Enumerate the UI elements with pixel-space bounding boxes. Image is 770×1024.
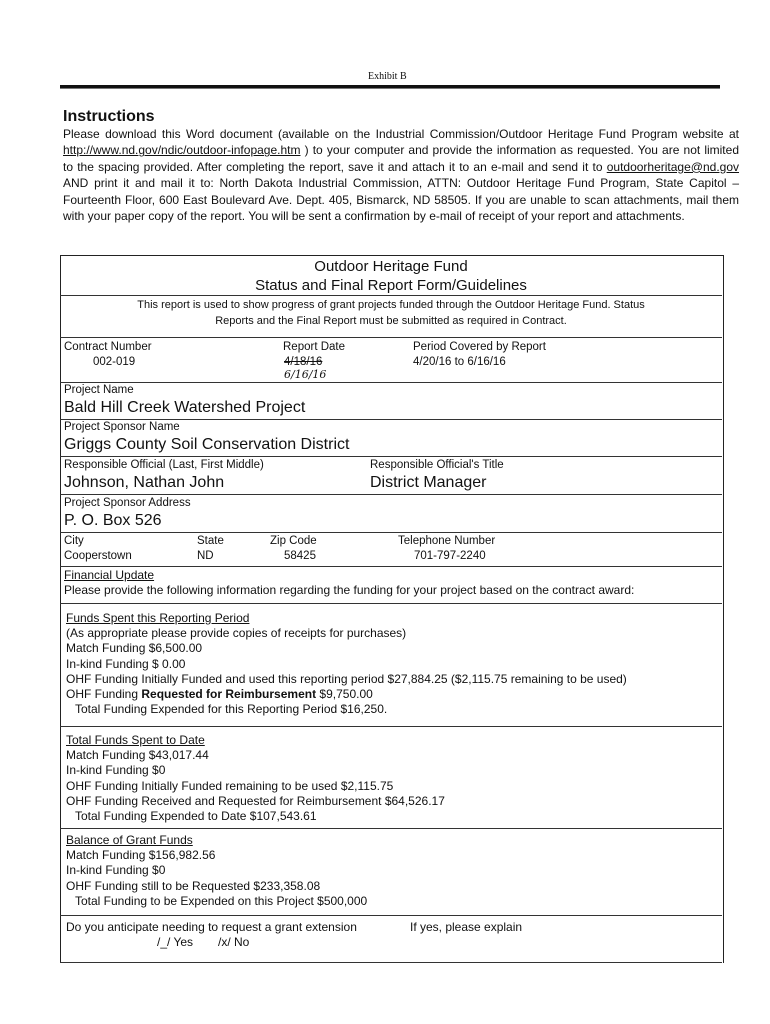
sponsor-name-value: Griggs County Soil Conservation District bbox=[64, 436, 350, 453]
extension-explain: If yes, please explain bbox=[410, 920, 523, 934]
divider bbox=[60, 419, 722, 420]
form-subtitle: Status and Final Report Form/Guidelines bbox=[255, 277, 527, 294]
period-note: (As appropriate please provide copies of receipts for purchases) bbox=[66, 626, 407, 641]
official-title-label: Responsible Official's Title bbox=[370, 459, 504, 471]
program-website-link[interactable]: http://www.nd.gov/ndic/outdoor-infopage.htm bbox=[63, 143, 301, 158]
divider bbox=[60, 532, 722, 533]
zip-value: 58425 bbox=[284, 550, 316, 562]
period-total: Total Funding Expended for this Reporting Period $16,250. bbox=[75, 702, 388, 717]
divider bbox=[60, 295, 722, 296]
balance-inkind: In-kind Funding $0 bbox=[66, 863, 166, 878]
form-intro-line2: Reports and the Final Report must be submitted as required in Contract. bbox=[215, 315, 567, 327]
financial-heading: Financial Update bbox=[64, 568, 155, 582]
to-date-inkind: In-kind Funding $0 bbox=[66, 763, 166, 778]
divider bbox=[60, 726, 722, 727]
instructions-heading: Instructions bbox=[63, 108, 155, 125]
zip-label: Zip Code bbox=[270, 535, 317, 547]
divider bbox=[60, 603, 722, 604]
extension-yes-option[interactable]: /_/ Yes bbox=[157, 935, 194, 949]
report-date-handwritten: 6/16/16 bbox=[284, 368, 327, 381]
project-name-label: Project Name bbox=[64, 384, 134, 396]
to-date-ohf-initial: OHF Funding Initially Funded remaining to be used $2,115.75 bbox=[66, 778, 394, 793]
phone-value: 701-797-2240 bbox=[414, 550, 486, 562]
divider bbox=[60, 566, 722, 567]
email-link[interactable]: outdoorheritage@nd.gov bbox=[606, 159, 739, 174]
extension-question: Do you anticipate needing to request a grant extension bbox=[66, 920, 357, 934]
form-intro-line1: This report is used to show progress of grant projects funded through the Outdoor Heritage Fund. Status bbox=[137, 299, 645, 311]
city-value: Cooperstown bbox=[64, 550, 132, 562]
divider bbox=[60, 456, 722, 457]
balance-ohf: OHF Funding still to be Requested $233,358.08 bbox=[66, 878, 321, 893]
instructions-text: Please download this Word document (available on the Industrial Commission/Outdoor Heritage Fund Program website at http://www.nd.gov/ndic/outdoor-infopage.htm ) to your computer and provide the information as requested. You are not limited to the spacing provided. After completing the report, save it and attach it to an e-mail and send it to outdoorheritage@nd.gov AND print it and mail it to: North Dakota Industrial Commission, ATTN: Outdoor Heritage Fund Program, State Capitol – Fourteenth Floor, 600 East Boulevard Ave. Dept. 405, Bismarck, ND 58505. If you are unable to scan attachments, mail them with your paper copy of the report. You will be sent a confirmation by e-mail of receipt of your report and attachments. bbox=[63, 127, 739, 224]
to-date-total: Total Funding Expended to Date $107,543.61 bbox=[75, 809, 317, 824]
report-date-label: Report Date bbox=[283, 341, 346, 353]
to-date-ohf-received: OHF Funding Received and Requested for Reimbursement $64,526.17 bbox=[66, 793, 445, 808]
phone-label: Telephone Number bbox=[398, 535, 496, 547]
state-label: State bbox=[197, 535, 224, 547]
balance-total: Total Funding to be Expended on this Project $500,000 bbox=[75, 893, 368, 908]
form-bottom-rule bbox=[60, 962, 722, 963]
contract-number-value: 002-019 bbox=[93, 356, 136, 368]
project-name-value: Bald Hill Creek Watershed Project bbox=[64, 399, 306, 416]
divider bbox=[60, 828, 722, 829]
to-date-section bbox=[66, 733, 720, 824]
official-title-value: District Manager bbox=[370, 474, 487, 491]
official-value: Johnson, Nathan John bbox=[64, 474, 225, 491]
address-value: P. O. Box 526 bbox=[64, 512, 162, 529]
report-date-struck: 4/18/16 bbox=[284, 356, 323, 368]
contract-number-label: Contract Number bbox=[64, 341, 152, 353]
to-date-heading: Total Funds Spent to Date bbox=[66, 733, 205, 747]
financial-intro: Please provide the following information regarding the funding for your project based on the contract award: bbox=[64, 583, 635, 597]
balance-heading: Balance of Grant Funds bbox=[66, 833, 193, 847]
divider bbox=[60, 382, 722, 383]
divider bbox=[60, 337, 722, 338]
period-value: 4/20/16 to 6/16/16 bbox=[413, 356, 506, 368]
divider bbox=[60, 915, 722, 916]
period-heading: Funds Spent this Reporting Period bbox=[66, 611, 250, 625]
exhibit-label: Exhibit B bbox=[368, 71, 407, 82]
extension-no-option[interactable]: /x/ No bbox=[218, 935, 250, 949]
period-label: Period Covered by Report bbox=[413, 341, 546, 353]
period-ohf-requested: OHF Funding Requested for Reimbursement $9,750.00 bbox=[66, 687, 373, 702]
to-date-match: Match Funding $43,017.44 bbox=[66, 748, 209, 763]
city-label: City bbox=[64, 535, 84, 547]
header-rule-thin bbox=[60, 88, 720, 89]
address-label: Project Sponsor Address bbox=[64, 497, 191, 509]
sponsor-name-label: Project Sponsor Name bbox=[64, 421, 180, 433]
divider bbox=[60, 494, 722, 495]
balance-match: Match Funding $156,982.56 bbox=[66, 848, 216, 863]
balance-section bbox=[66, 833, 720, 909]
form-title: Outdoor Heritage Fund bbox=[314, 258, 468, 275]
period-ohf-initial: OHF Funding Initially Funded and used this reporting period $27,884.25 ($2,115.75 remaining to be used) bbox=[66, 671, 627, 686]
period-inkind: In-kind Funding $ 0.00 bbox=[66, 656, 186, 671]
official-label: Responsible Official (Last, First Middle) bbox=[64, 459, 264, 471]
period-section bbox=[66, 611, 720, 717]
state-value: ND bbox=[197, 550, 214, 562]
period-match: Match Funding $6,500.00 bbox=[66, 641, 203, 656]
